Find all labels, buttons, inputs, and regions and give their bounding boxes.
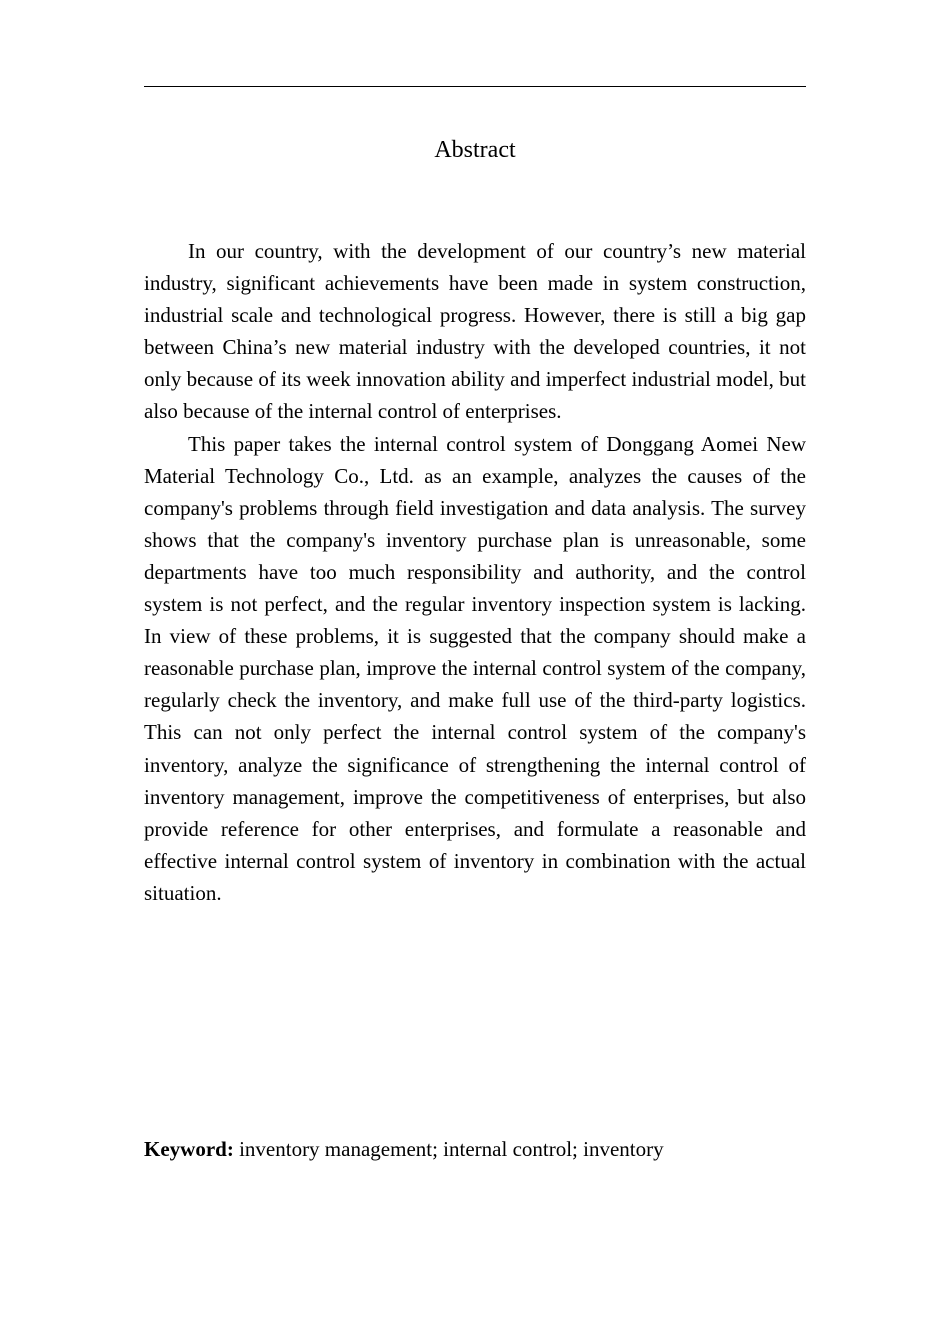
abstract-body <box>144 235 806 909</box>
keywords-text: inventory management; internal control; inventory <box>233 1137 664 1161</box>
keywords-line <box>144 1133 806 1165</box>
abstract-paragraph: In our country, with the development of our country’s new material industry, significant achievements have been made in system construction, industrial scale and technological progress. However, there is still a big gap between China’s new material industry with the developed countries, it not only because of its week innovation ability and imperfect industrial model, but also because of the internal control of enterprises. <box>144 239 806 424</box>
abstract-title: Abstract <box>434 137 516 163</box>
abstract-paragraph: This paper takes the internal control system of Donggang Aomei New Material Technology Co., Ltd. as an example, analyzes the causes of the company's problems through field investigation and data analysis. The survey shows that the company's inventory purchase plan is unreasonable, some departments have too much responsibility and authority, and the control system is not perfect, and the regular inventory inspection system is lacking. In view of these problems, it is suggested that the company should make a reasonable purchase plan, improve the internal control system of the company, regularly check the inventory, and make full use of the third-party logistics. This can not only perfect the internal control system of the company's inventory, analyze the significance of strengthening the internal control of inventory management, improve the competitiveness of enterprises, but also provide reference for other enterprises, and formulate a reasonable and effective internal control system of inventory in combination with the actual situation. <box>144 431 806 905</box>
header-rule <box>144 86 806 87</box>
keywords-label: Keyword: <box>144 1137 234 1161</box>
